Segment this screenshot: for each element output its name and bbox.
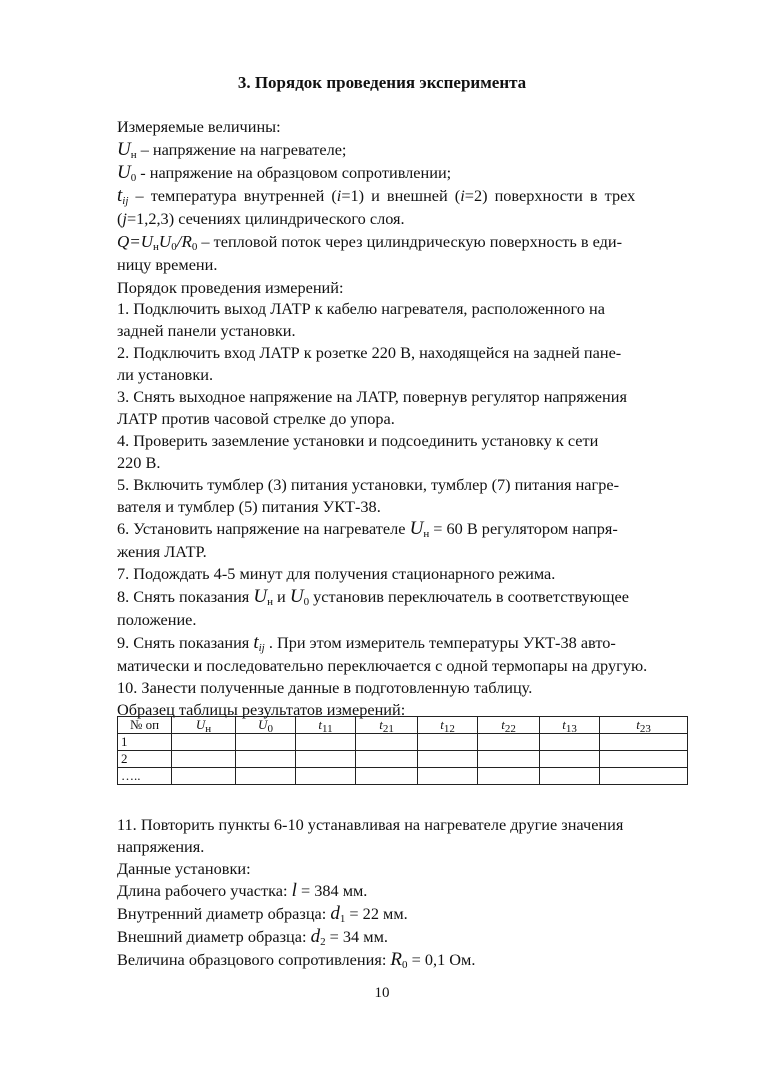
step-11-line2: напряжения. <box>117 837 205 856</box>
table-row <box>118 751 688 768</box>
step-1-line2: задней панели установки. <box>117 321 296 340</box>
step-10: 10. Занести полученные данные в подготовленную таблицу. <box>117 678 533 697</box>
header-cell: $t_{12}$ <box>418 717 478 734</box>
header-cell: $t_{22}$ <box>478 717 540 734</box>
table-header-row <box>118 717 688 734</box>
page-number: 10 <box>374 985 390 1001</box>
setup-resistance: Величина образцового сопротивления: $R_0 = 0,1$ Ом. <box>117 949 476 971</box>
row-number-cell: 2 <box>118 751 172 768</box>
table-row <box>118 768 688 785</box>
step-4-line2: 220 В. <box>117 453 161 472</box>
step-8-line2: положение. <box>117 610 197 629</box>
quantity-q: $Q=U_нU_0/R_0$ – тепловой поток через цилиндрическую поверхность в еди- <box>117 232 623 253</box>
step-7: 7. Подождать 4-5 минут для получения стационарного режима. <box>117 564 556 583</box>
step-1-line1: 1. Подключить выход ЛАТР к кабелю нагревателя, расположенного на <box>117 299 605 318</box>
setup-length: Длина рабочего участка: l = 384 мм. <box>117 880 368 901</box>
step-2-line2: ли установки. <box>117 365 214 384</box>
header-cell: $t_{11}$ <box>296 717 356 734</box>
step-4-line1: 4. Проверить заземление установки и подсоединить установку к сети <box>117 431 599 450</box>
setup-outer-diameter: Внешний диаметр образца: $d_2 = 34$ мм. <box>117 926 388 948</box>
table-caption: Образец таблицы результатов измерений: <box>117 700 406 719</box>
section-heading: 3. Порядок проведения эксперимента <box>237 73 527 92</box>
header-cell: $t_{13}$ <box>540 717 600 734</box>
quantity-tij-cont: (j=1,2,3) сечениях цилиндрического слоя. <box>117 209 405 228</box>
quantity-un: $U_н$ – напряжение на нагревателе; <box>117 139 347 161</box>
quantity-q-cont: ницу времени. <box>117 255 218 274</box>
step-5-line1: 5. Включить тумблер (3) питания установки, тумблер (7) питания нагре- <box>117 475 619 494</box>
quantity-u0: $U_0$ - напряжение на образцовом сопротивлении; <box>117 162 452 184</box>
step-8-line1: 8. Снять показания $U_н$ и $U_0$ установив переключатель в соответствующее <box>117 586 629 608</box>
header-cell: $U_н$ <box>172 717 236 734</box>
step-6-line2: жения ЛАТР. <box>117 542 207 561</box>
setup-title: Данные установки: <box>117 859 251 878</box>
header-cell: $t_{23}$ <box>600 717 688 734</box>
row-number-cell: 1 <box>118 734 172 751</box>
header-cell: № оп <box>118 717 172 734</box>
step-2-line1: 2. Подключить вход ЛАТР к розетке 220 В, находящейся на задней пане- <box>117 343 622 362</box>
procedure-title: Порядок проведения измерений: <box>117 278 344 297</box>
header-cell: $U_0$ <box>236 717 296 734</box>
setup-inner-diameter: Внутренний диаметр образца: $d_1 = 22$ мм. <box>117 903 408 925</box>
step-9-line2: матически и последовательно переключается с одной термопары на другую. <box>117 656 648 675</box>
step-6-line1: 6. Установить напряжение на нагревателе $U_н = 60$ В регулятором напря- <box>117 518 618 540</box>
results-table <box>117 716 688 785</box>
step-3-line2: ЛАТР против часовой стрелке до упора. <box>117 409 395 428</box>
quantity-tij: $t_{ij}$ – температура внутренней (i=1) и внешней (i=2) поверхности в трех <box>117 185 636 207</box>
step-3-line1: 3. Снять выходное напряжение на ЛАТР, повернув регулятор напряжения <box>117 387 627 406</box>
table-row <box>118 734 688 751</box>
header-cell: $t_{21}$ <box>356 717 418 734</box>
step-9-line1: 9. Снять показания $t_{ij}$ . При этом измеритель температуры УКТ-38 авто- <box>117 632 616 654</box>
step-5-line2: вателя и тумблер (5) питания УКТ-38. <box>117 497 381 516</box>
step-11-line1: 11. Повторить пункты 6-10 устанавливая на нагревателе другие значения <box>117 815 624 834</box>
row-number-cell: ….. <box>118 768 172 785</box>
intro-text: Измеряемые величины: <box>117 117 281 136</box>
